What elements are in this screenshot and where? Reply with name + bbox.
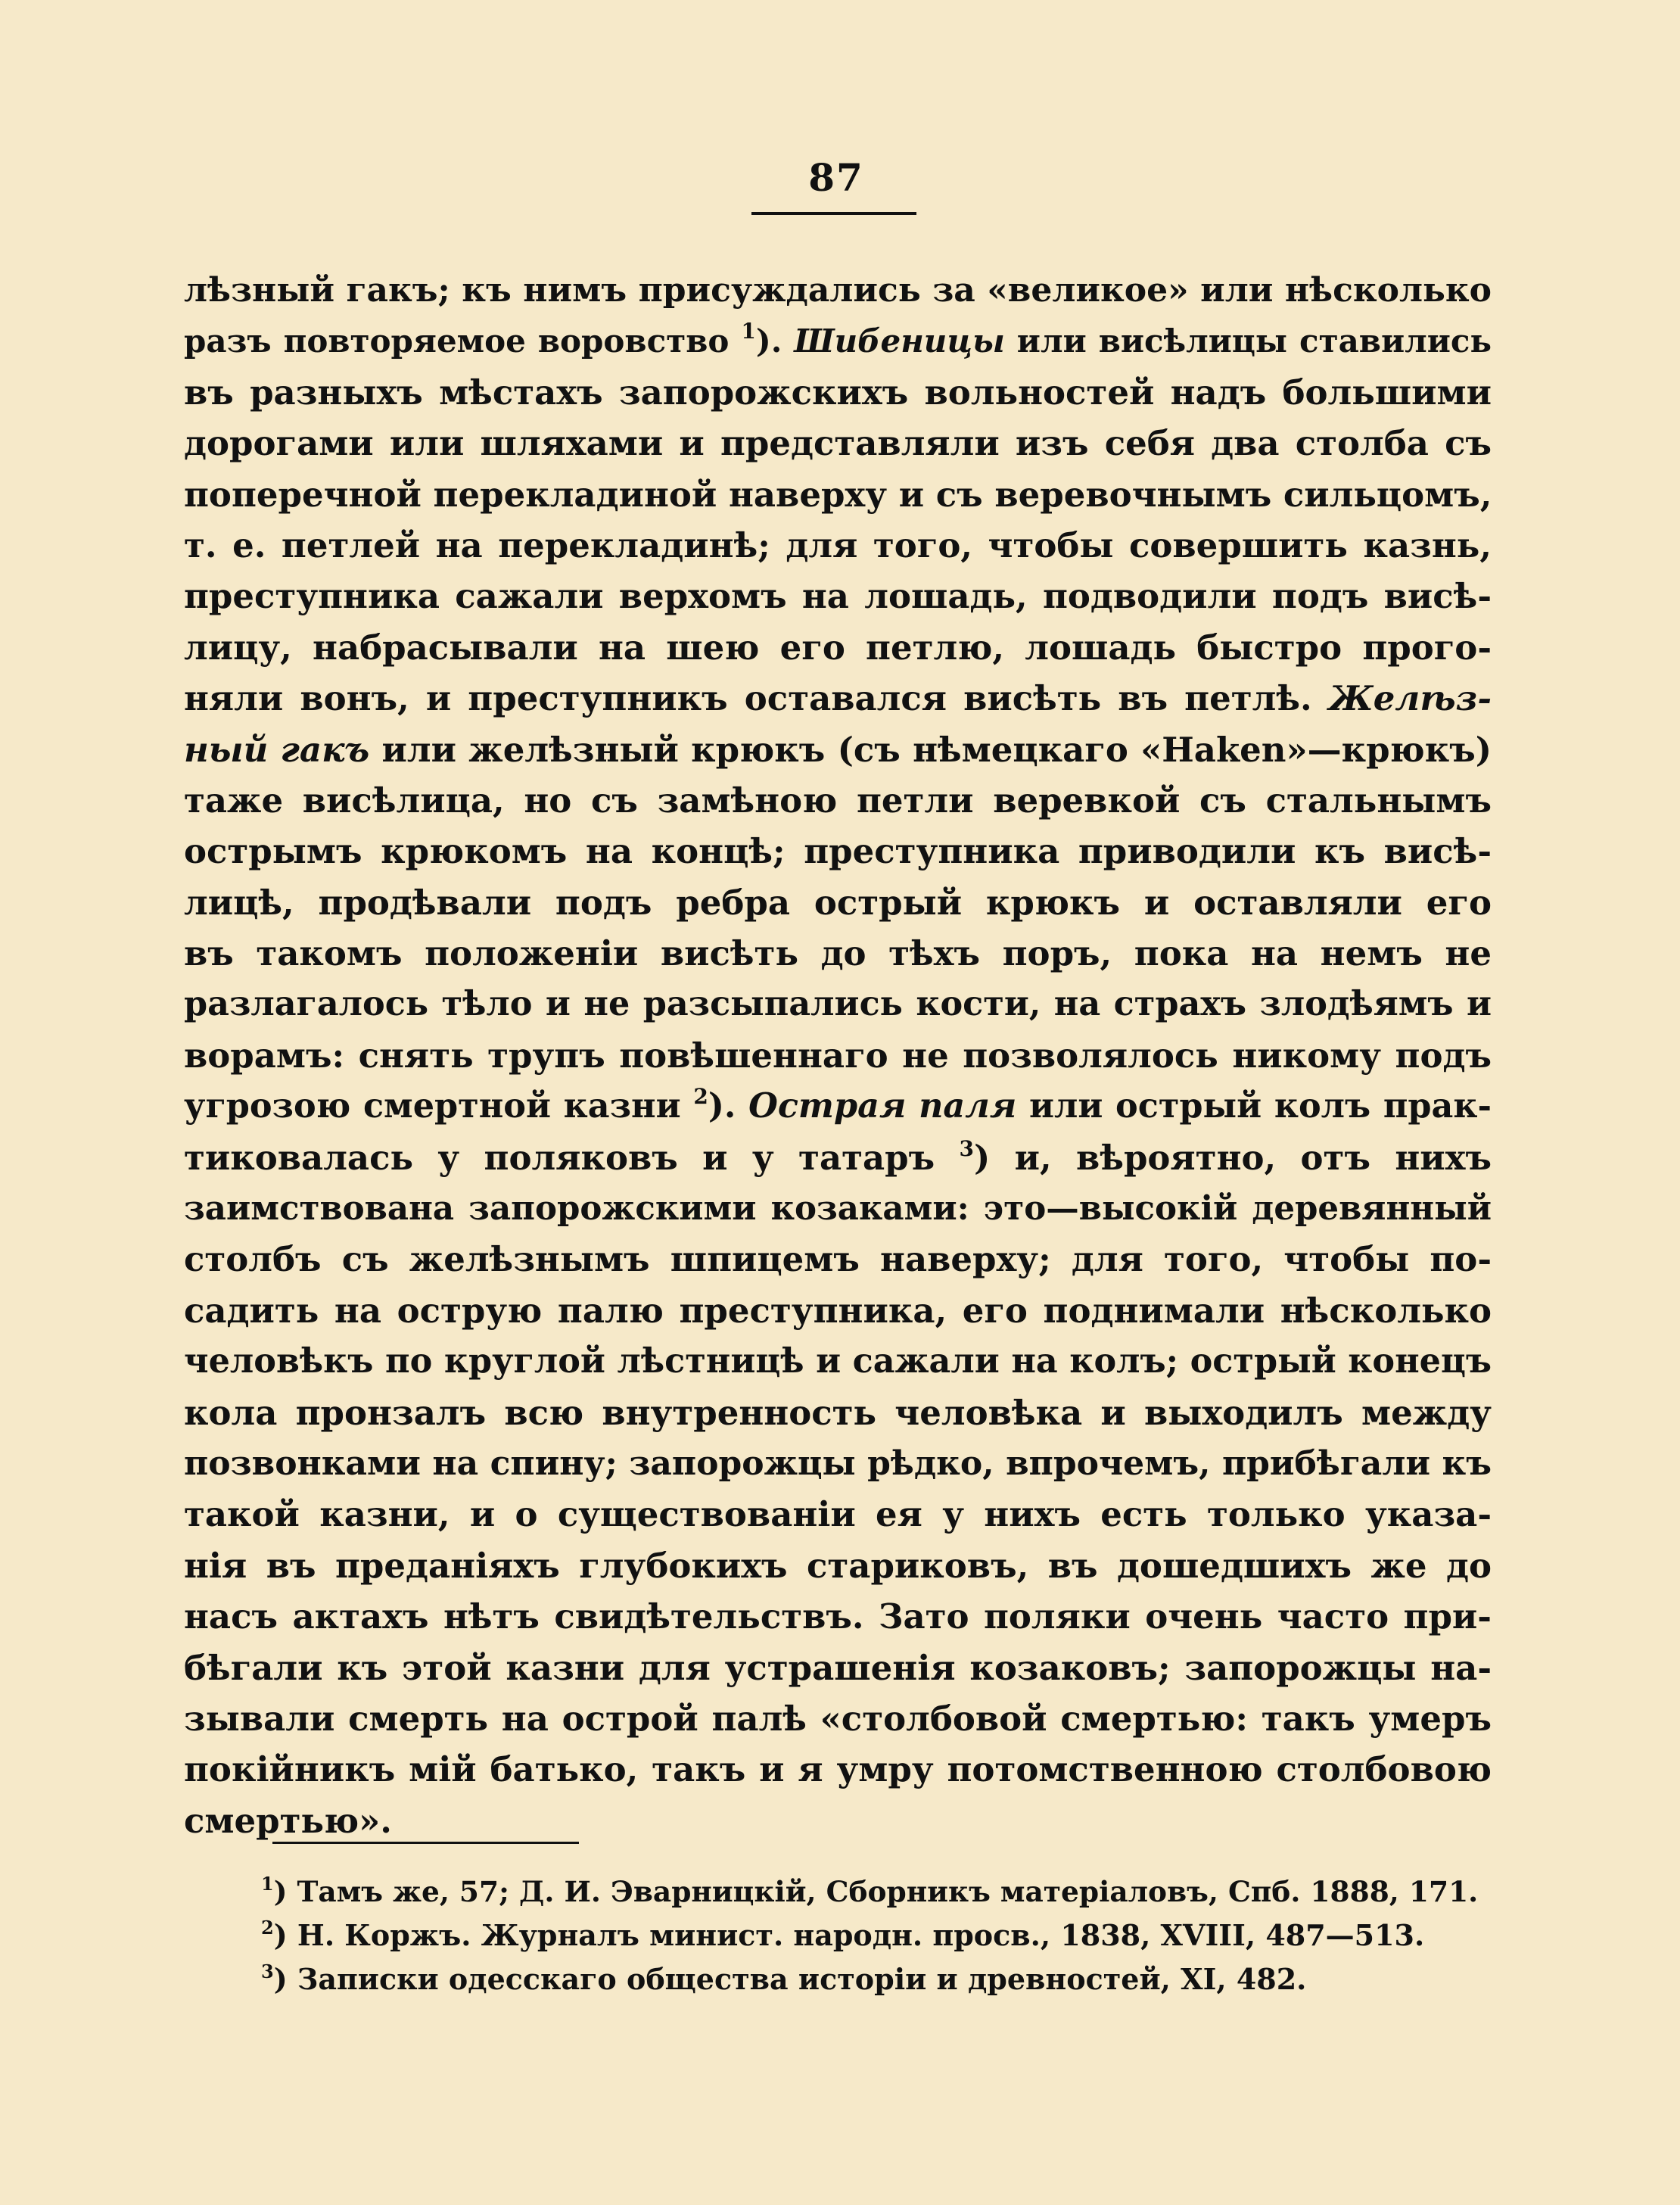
- text-line: [184, 1132, 1492, 1183]
- text-segment: позвонками на спину; запорожцы рѣдко, впрочемъ, прибѣгали къ: [184, 1444, 1492, 1483]
- text-line: [184, 724, 1492, 775]
- text-line: [184, 775, 1492, 826]
- text-segment: таже висѣлица, но съ замѣною петли веревкой съ стальнымъ: [184, 780, 1492, 821]
- text-line: [184, 673, 1492, 724]
- text-segment: въ такомъ положеніи висѣть до тѣхъ поръ, пока на немъ не: [184, 933, 1492, 974]
- text-segment: ).: [755, 322, 795, 360]
- text-line: [184, 1387, 1492, 1438]
- italic-term: Острая паля: [748, 1086, 1017, 1126]
- text-segment: няли вонъ, и преступникъ оставался висѣть въ петлѣ.: [184, 678, 1329, 719]
- text-line: [184, 1489, 1492, 1540]
- text-line: [184, 928, 1492, 979]
- text-segment: ).: [708, 1086, 749, 1126]
- text-segment: кола пронзалъ всю внутренность человѣка и выходилъ между: [184, 1392, 1492, 1433]
- text-segment: ) и, вѣроятно, отъ нихъ: [973, 1137, 1492, 1178]
- text-line: [184, 877, 1492, 928]
- text-segment: тиковалась у поляковъ и у татаръ: [184, 1137, 960, 1178]
- footnote-number: 3: [261, 1961, 274, 1982]
- text-segment: преступника сажали верхомъ на лошадь, подводили подъ висѣ-: [184, 576, 1492, 617]
- footnotes: [261, 1870, 1487, 2001]
- footnote-text: ) Тамъ же, 57; Д. И. Эварницкій, Сборникъ матеріаловъ, Спб. 1888, 171.: [273, 1875, 1479, 1908]
- text-line: [184, 1081, 1492, 1132]
- text-segment: лѣзный гакъ; къ нимъ присуждались за «великое» или нѣсколько: [184, 271, 1492, 310]
- footnote-text: ) Записки одесскаго общества исторіи и древностей, XI, 482.: [273, 1962, 1307, 1996]
- text-segment: ворамъ: снять трупъ повѣшеннаго не позволялось никому подъ: [184, 1035, 1492, 1076]
- text-segment: насъ актахъ нѣтъ свидѣтельствъ. Зато поляки очень часто при-: [184, 1596, 1492, 1637]
- footnote: [261, 1870, 1487, 1914]
- text-line: [184, 622, 1492, 673]
- footnote-marker: 1: [741, 319, 756, 344]
- text-segment: или желѣзный крюкъ (съ нѣмецкаго «Haken»—крюкъ): [369, 729, 1492, 770]
- text-segment: лицѣ, продѣвали подъ ребра острый крюкъ и оставляли его: [184, 882, 1492, 923]
- italic-term: ный гакъ: [184, 729, 370, 770]
- footnote: [261, 1957, 1487, 2001]
- body-text: [184, 265, 1492, 1846]
- text-line: [184, 316, 1492, 366]
- italic-term: Шибеницы: [794, 322, 1005, 360]
- footnote: [261, 1914, 1487, 1957]
- italic-term: Желѣз-: [1328, 678, 1492, 719]
- text-line: [184, 979, 1492, 1029]
- text-line: [184, 265, 1492, 316]
- text-segment: смертью».: [184, 1800, 392, 1841]
- text-segment: бѣгали къ этой казни для устрашенія козаковъ; запорожцы на-: [184, 1647, 1492, 1688]
- text-segment: или острый колъ прак-: [1016, 1086, 1492, 1126]
- text-line: [184, 1030, 1492, 1081]
- text-segment: разлагалось тѣло и не разсыпались кости, на страхъ злодѣямъ и: [184, 984, 1492, 1024]
- text-segment: человѣкъ по круглой лѣстницѣ и сажали на колъ; острый конецъ: [184, 1341, 1492, 1381]
- text-line: [184, 1744, 1492, 1795]
- text-segment: въ разныхъ мѣстахъ запорожскихъ вольностей надъ большими: [184, 372, 1492, 413]
- text-line: [184, 1643, 1492, 1693]
- text-line: [184, 571, 1492, 621]
- text-segment: зывали смерть на острой палѣ «столбовой смертью: такъ умеръ: [184, 1698, 1492, 1739]
- footnote-marker: 2: [693, 1084, 708, 1110]
- text-line: [184, 418, 1492, 469]
- text-segment: угрозою смертной казни: [184, 1086, 694, 1126]
- text-line: [184, 469, 1492, 520]
- page-number-underline: [751, 212, 916, 215]
- text-line: [184, 1795, 1492, 1846]
- text-line: [184, 1693, 1492, 1744]
- text-segment: острымъ крюкомъ на концѣ; преступника приводили къ висѣ-: [184, 831, 1492, 872]
- footnote-marker: 3: [959, 1135, 974, 1161]
- text-segment: такой казни, и о существованіи ея у нихъ есть только указа-: [184, 1494, 1492, 1535]
- text-line: [184, 367, 1492, 418]
- text-segment: нія въ преданіяхъ глубокихъ стариковъ, въ дошедшихъ же до: [184, 1545, 1492, 1586]
- text-segment: заимствована запорожскими козаками: это—высокій деревянный: [184, 1189, 1492, 1229]
- text-line: [184, 1336, 1492, 1387]
- page-number: 87: [808, 155, 864, 200]
- text-line: [184, 1234, 1492, 1285]
- text-line: [184, 1438, 1492, 1489]
- text-segment: покійникъ мій батько, такъ и я умру потомственною столбовою: [184, 1749, 1492, 1790]
- text-line: [184, 1183, 1492, 1234]
- text-segment: разъ повторяемое воровство: [184, 322, 742, 360]
- footnote-number: 2: [261, 1917, 274, 1939]
- text-line: [184, 826, 1492, 877]
- text-segment: поперечной перекладиной наверху и съ веревочнымъ сильцомъ,: [184, 474, 1492, 515]
- text-line: [184, 520, 1492, 571]
- text-line: [184, 1540, 1492, 1591]
- text-segment: столбъ съ желѣзнымъ шпицемъ наверху; для того, чтобы по-: [184, 1239, 1492, 1280]
- text-segment: дорогами или шляхами и представляли изъ себя два столба съ: [184, 423, 1492, 464]
- text-line: [184, 1285, 1492, 1336]
- footnote-text: ) Н. Коржъ. Журналъ минист. народн. просв., 1838, XVIII, 487—513.: [273, 1918, 1425, 1952]
- footnote-separator: [272, 1842, 579, 1844]
- text-segment: лицу, набрасывали на шею его петлю, лошадь быстро прого-: [184, 627, 1492, 668]
- footnote-number: 1: [261, 1873, 274, 1895]
- text-segment: т. е. петлей на перекладинѣ; для того, чтобы совершить казнь,: [184, 525, 1492, 565]
- text-line: [184, 1591, 1492, 1642]
- text-segment: садить на острую палю преступника, его поднимали нѣсколько: [184, 1290, 1492, 1331]
- text-segment: или висѣлицы ставились: [1004, 322, 1492, 360]
